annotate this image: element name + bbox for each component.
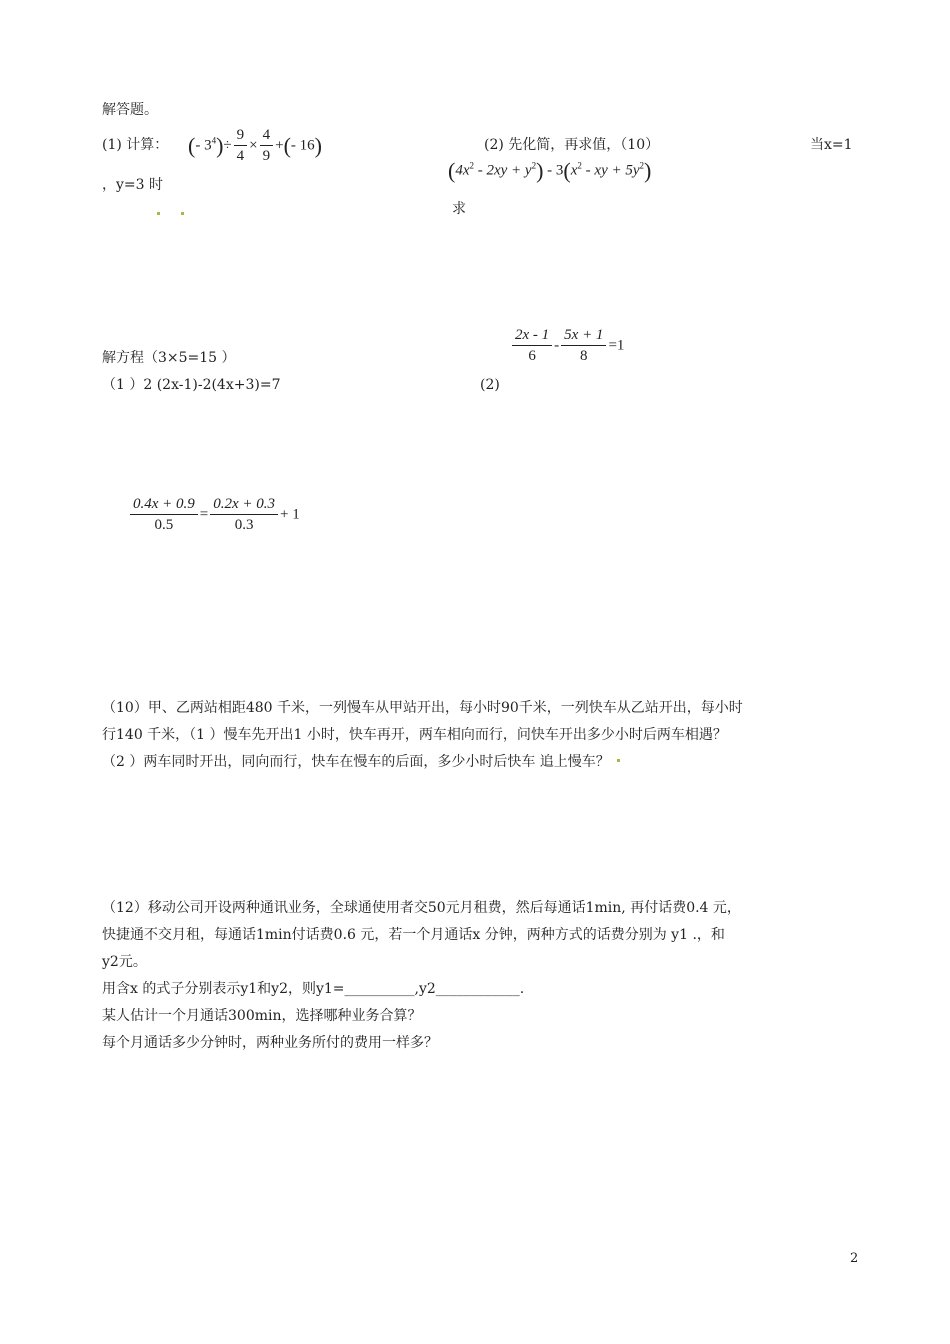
- problem-trains: [102, 695, 862, 776]
- page-number: 2: [850, 1251, 859, 1266]
- q2-expression: $(4x^2 - 2xy + y^2) - 3(x^2$ - xy + $5y^2$): [448, 158, 652, 183]
- problem-phone-line: 每个月通话多少分钟时，两种业务所付的费用一样多？: [102, 1035, 438, 1051]
- q1-expression: (- $3^4)\div$ $\frac{9}{4}$ × $\frac{4}{9}$ +(- 16): [188, 127, 322, 164]
- q2-label: (2) 先化简，再求值，（10）: [484, 137, 660, 153]
- q1-label: (1) 计算：: [102, 137, 169, 153]
- equation-2-label: (2): [480, 377, 500, 393]
- equation-2: $\frac{2x - 1}{6}$ - $\frac{5x + 1}{8}$ =1: [510, 328, 624, 364]
- dot-mark: [617, 759, 620, 762]
- equation-3: $\frac{0.4x + 0.9}{0.5}$ = $\frac{0.2x + 0.3}{0.3}$ + 1: [128, 497, 300, 533]
- q2-tail: 求: [452, 201, 466, 217]
- q1-tail: ，y=3 时: [102, 177, 163, 193]
- heading-answer-questions: 解答题。: [102, 102, 158, 118]
- heading-solve-equations: 解方程（3×5=15 ）: [102, 350, 236, 366]
- dot-mark: [157, 212, 160, 215]
- problem-phone-line: 某人估计一个月通话300min，选择哪种业务合算？: [102, 1008, 422, 1024]
- problem-trains-line: （2 ）两车同时开出，同向而行，快车在慢车的后面，多少小时后快车 追上慢车？: [102, 754, 610, 770]
- equation-1: （1 ）2 (2x-1)-2(4x+3)=7: [102, 377, 281, 393]
- problem-phone-line: 用含x 的式子分别表示y1和y2，则y1=__________,y2____________.: [102, 981, 525, 997]
- problem-phone-line: y2元。: [102, 954, 147, 970]
- dot-mark: [181, 212, 184, 215]
- q2-condition: 当x=1: [810, 137, 853, 153]
- problem-phone-plans: [102, 895, 862, 1057]
- problem-trains-line: 行140 千米，（1 ）慢车先开出1 小时，快车再开，两车相向而行，问快车开出多少小时后两车相遇？: [102, 727, 727, 743]
- problem-trains-line: （10）甲、乙两站相距480 千米，一列慢车从甲站开出，每小时90千米，一列快车从乙站开出，每小时: [102, 700, 743, 716]
- problem-phone-line: 快捷通不交月租，每通话1min付话费0.6 元，若一个月通话x 分钟，两种方式的话费分别为 y1 .，和: [102, 927, 725, 943]
- problem-phone-line: （12）移动公司开设两种通讯业务，全球通使用者交50元月租费，然后每通话1min, 再付话费0.4 元，: [102, 900, 741, 916]
